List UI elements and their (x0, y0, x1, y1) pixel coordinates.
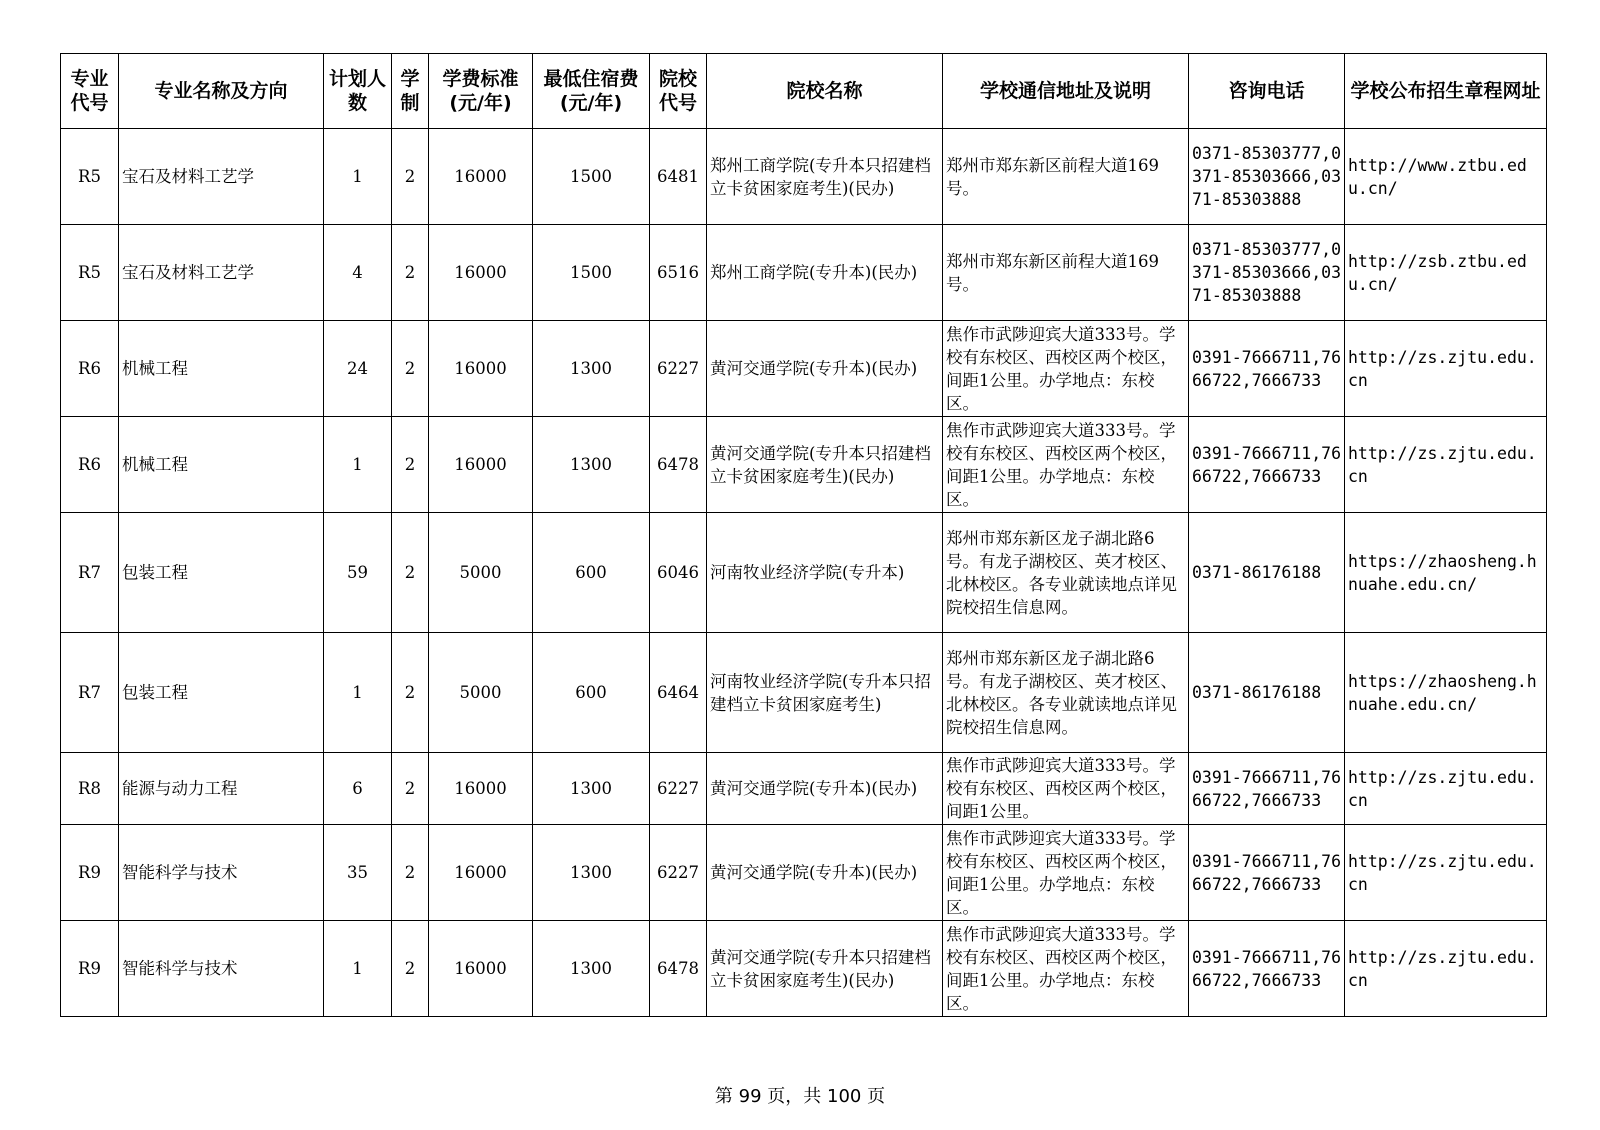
cell-major: 包装工程 (119, 633, 324, 753)
header-dorm: 最低住宿费(元/年) (533, 54, 650, 129)
cell-tuition: 16000 (429, 129, 533, 225)
cell-url[interactable]: http://zs.zjtu.edu.cn (1345, 921, 1547, 1017)
cell-tuition: 16000 (429, 225, 533, 321)
cell-years: 2 (392, 417, 429, 513)
cell-school-name: 郑州工商学院(专升本)(民办) (707, 225, 943, 321)
cell-code: R9 (61, 921, 119, 1017)
cell-code: R5 (61, 129, 119, 225)
cell-tuition: 16000 (429, 417, 533, 513)
cell-phone: 0371-85303777,0371-85303666,0371-85303888 (1189, 225, 1345, 321)
cell-major: 智能科学与技术 (119, 921, 324, 1017)
cell-url[interactable]: http://zsb.ztbu.edu.cn/ (1345, 225, 1547, 321)
cell-school-name: 郑州工商学院(专升本只招建档立卡贫困家庭考生)(民办) (707, 129, 943, 225)
header-address: 学校通信地址及说明 (943, 54, 1189, 129)
header-plan: 计划人数 (324, 54, 392, 129)
cell-url[interactable]: http://zs.zjtu.edu.cn (1345, 825, 1547, 921)
cell-dorm: 1300 (533, 417, 650, 513)
table-row (61, 633, 1547, 753)
table-row (61, 753, 1547, 825)
current-page-number: 99 (738, 1086, 762, 1107)
cell-url[interactable]: https://zhaosheng.hnuahe.edu.cn/ (1345, 513, 1547, 633)
cell-tuition: 16000 (429, 321, 533, 417)
cell-tuition: 5000 (429, 633, 533, 753)
cell-years: 2 (392, 321, 429, 417)
cell-tuition: 16000 (429, 753, 533, 825)
cell-years: 2 (392, 921, 429, 1017)
cell-code: R6 (61, 321, 119, 417)
cell-school-code: 6481 (650, 129, 707, 225)
cell-school-code: 6046 (650, 513, 707, 633)
cell-phone: 0391-7666711,7666722,7666733 (1189, 753, 1345, 825)
cell-address: 焦作市武陟迎宾大道333号。学校有东校区、西校区两个校区，间距1公里。 (943, 753, 1189, 825)
cell-dorm: 1300 (533, 321, 650, 417)
header-url: 学校公布招生章程网址 (1345, 54, 1547, 129)
page-footer (0, 1082, 1600, 1108)
cell-school-name: 河南牧业经济学院(专升本) (707, 513, 943, 633)
cell-tuition: 5000 (429, 513, 533, 633)
table-row (61, 825, 1547, 921)
cell-code: R5 (61, 225, 119, 321)
cell-plan: 24 (324, 321, 392, 417)
total-page-number: 100 (827, 1086, 862, 1107)
cell-address: 焦作市武陟迎宾大道333号。学校有东校区、西校区两个校区，间距1公里。办学地点：东校区。 (943, 921, 1189, 1017)
cell-plan: 1 (324, 417, 392, 513)
cell-dorm: 1500 (533, 129, 650, 225)
cell-plan: 35 (324, 825, 392, 921)
cell-phone: 0371-85303777,0371-85303666,0371-85303888 (1189, 129, 1345, 225)
cell-plan: 6 (324, 753, 392, 825)
cell-school-name: 黄河交通学院(专升本)(民办) (707, 753, 943, 825)
cell-code: R9 (61, 825, 119, 921)
cell-major: 包装工程 (119, 513, 324, 633)
cell-phone: 0391-7666711,7666722,7666733 (1189, 921, 1345, 1017)
header-years: 学制 (392, 54, 429, 129)
header-code: 专业代号 (61, 54, 119, 129)
cell-school-name: 黄河交通学院(专升本)(民办) (707, 825, 943, 921)
cell-phone: 0391-7666711,7666722,7666733 (1189, 825, 1345, 921)
header-phone: 咨询电话 (1189, 54, 1345, 129)
footer-prefix: 第 (714, 1086, 733, 1107)
cell-major: 能源与动力工程 (119, 753, 324, 825)
cell-major: 宝石及材料工艺学 (119, 129, 324, 225)
cell-years: 2 (392, 825, 429, 921)
cell-years: 2 (392, 225, 429, 321)
header-row (61, 54, 1547, 129)
cell-address: 郑州市郑东新区龙子湖北路6号。有龙子湖校区、英才校区、北林校区。各专业就读地点详见院校招生信息网。 (943, 633, 1189, 753)
header-major: 专业名称及方向 (119, 54, 324, 129)
cell-years: 2 (392, 753, 429, 825)
table-row (61, 321, 1547, 417)
footer-suffix: 页 (867, 1086, 886, 1107)
cell-years: 2 (392, 513, 429, 633)
cell-school-code: 6227 (650, 321, 707, 417)
cell-years: 2 (392, 129, 429, 225)
header-school-code: 院校代号 (650, 54, 707, 129)
cell-plan: 1 (324, 633, 392, 753)
header-school-name: 院校名称 (707, 54, 943, 129)
cell-address: 焦作市武陟迎宾大道333号。学校有东校区、西校区两个校区，间距1公里。办学地点：东校区。 (943, 417, 1189, 513)
cell-years: 2 (392, 633, 429, 753)
cell-code: R7 (61, 633, 119, 753)
table-row (61, 225, 1547, 321)
cell-school-code: 6478 (650, 417, 707, 513)
cell-address: 焦作市武陟迎宾大道333号。学校有东校区、西校区两个校区，间距1公里。办学地点：东校区。 (943, 825, 1189, 921)
table-row (61, 513, 1547, 633)
cell-code: R7 (61, 513, 119, 633)
cell-plan: 4 (324, 225, 392, 321)
cell-school-code: 6227 (650, 753, 707, 825)
cell-school-name: 河南牧业经济学院(专升本只招建档立卡贫困家庭考生) (707, 633, 943, 753)
cell-school-name: 黄河交通学院(专升本)(民办) (707, 321, 943, 417)
table-row (61, 129, 1547, 225)
cell-code: R8 (61, 753, 119, 825)
cell-address: 焦作市武陟迎宾大道333号。学校有东校区、西校区两个校区，间距1公里。办学地点：东校区。 (943, 321, 1189, 417)
cell-major: 机械工程 (119, 321, 324, 417)
table-row (61, 921, 1547, 1017)
cell-school-name: 黄河交通学院(专升本只招建档立卡贫困家庭考生)(民办) (707, 921, 943, 1017)
cell-major: 宝石及材料工艺学 (119, 225, 324, 321)
cell-major: 智能科学与技术 (119, 825, 324, 921)
cell-dorm: 1300 (533, 921, 650, 1017)
cell-url[interactable]: http://zs.zjtu.edu.cn (1345, 417, 1547, 513)
header-tuition: 学费标准(元/年) (429, 54, 533, 129)
cell-dorm: 1500 (533, 225, 650, 321)
cell-school-name: 黄河交通学院(专升本只招建档立卡贫困家庭考生)(民办) (707, 417, 943, 513)
footer-middle: 页，共 (767, 1086, 822, 1107)
cell-dorm: 600 (533, 513, 650, 633)
cell-plan: 1 (324, 129, 392, 225)
cell-url[interactable]: http://zs.zjtu.edu.cn (1345, 321, 1547, 417)
cell-address: 郑州市郑东新区龙子湖北路6号。有龙子湖校区、英才校区、北林校区。各专业就读地点详见院校招生信息网。 (943, 513, 1189, 633)
cell-school-code: 6464 (650, 633, 707, 753)
cell-url[interactable]: http://www.ztbu.edu.cn/ (1345, 129, 1547, 225)
cell-phone: 0391-7666711,7666722,7666733 (1189, 417, 1345, 513)
cell-tuition: 16000 (429, 825, 533, 921)
cell-dorm: 1300 (533, 825, 650, 921)
cell-dorm: 600 (533, 633, 650, 753)
cell-school-code: 6478 (650, 921, 707, 1017)
cell-tuition: 16000 (429, 921, 533, 1017)
cell-address: 郑州市郑东新区前程大道169号。 (943, 129, 1189, 225)
cell-url[interactable]: https://zhaosheng.hnuahe.edu.cn/ (1345, 633, 1547, 753)
cell-phone: 0371-86176188 (1189, 633, 1345, 753)
table-row (61, 417, 1547, 513)
cell-dorm: 1300 (533, 753, 650, 825)
cell-code: R6 (61, 417, 119, 513)
cell-plan: 1 (324, 921, 392, 1017)
cell-phone: 0391-7666711,7666722,7666733 (1189, 321, 1345, 417)
cell-phone: 0371-86176188 (1189, 513, 1345, 633)
cell-address: 郑州市郑东新区前程大道169号。 (943, 225, 1189, 321)
admissions-table (60, 53, 1547, 1017)
cell-url[interactable]: http://zs.zjtu.edu.cn (1345, 753, 1547, 825)
cell-school-code: 6516 (650, 225, 707, 321)
cell-major: 机械工程 (119, 417, 324, 513)
cell-school-code: 6227 (650, 825, 707, 921)
cell-plan: 59 (324, 513, 392, 633)
